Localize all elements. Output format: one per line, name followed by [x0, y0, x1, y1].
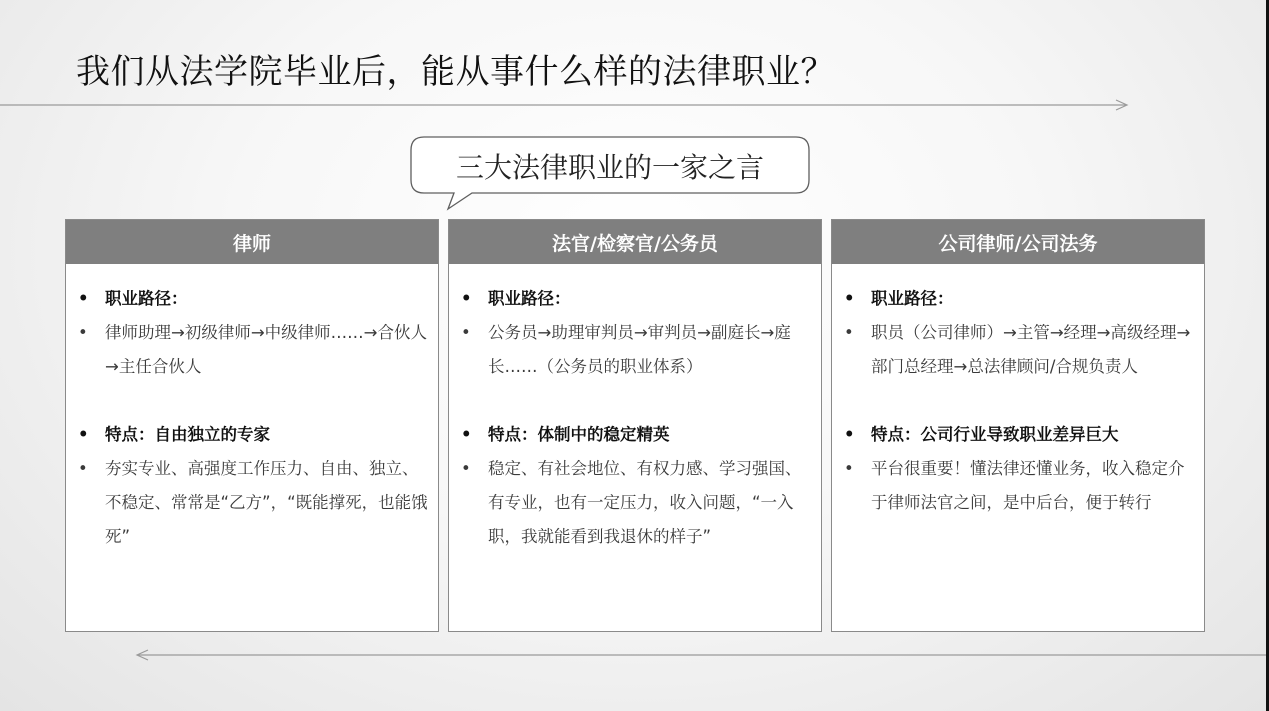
- callout-text: 三大法律职业的一家之言: [455, 151, 764, 184]
- bullet-dot: •: [461, 289, 472, 308]
- bullet-dot: •: [78, 289, 89, 308]
- feature-heading: 特点：体制中的稳定精英: [488, 425, 670, 444]
- bullet-item: [844, 452, 1194, 520]
- spacer: [461, 384, 811, 418]
- bullet-item: [461, 452, 811, 554]
- card-header: 律师: [66, 220, 438, 264]
- feature-text: 稳定、有社会地位、有权力感、学习强国、有专业，也有一定压力，收入问题，“一入职，我就能看到我退休的样子”: [488, 459, 802, 546]
- feature-heading: 特点：自由独立的专家: [105, 425, 270, 444]
- bullet-item: [844, 418, 1194, 452]
- card-body: [66, 264, 438, 554]
- card-body: [832, 264, 1204, 520]
- bottom-arrow-icon: [130, 646, 1266, 666]
- bullet-item: [78, 316, 428, 384]
- card-corporate-counsel: [831, 219, 1205, 632]
- bullet-item: [461, 316, 811, 384]
- bullet-dot: •: [78, 459, 88, 478]
- card-lawyer: [65, 219, 439, 632]
- bullet-item: [78, 452, 428, 554]
- card-judge-prosecutor: [448, 219, 822, 632]
- bullet-dot: •: [844, 425, 855, 444]
- path-text: 职员（公司律师）→主管→经理→高级经理→部门总经理→总法律顾问/合规负责人: [871, 323, 1191, 376]
- bullet-dot: •: [461, 425, 472, 444]
- bullet-item: [78, 418, 428, 452]
- callout-bubble: [410, 136, 810, 212]
- top-arrow-icon: [0, 96, 1140, 116]
- bullet-item: [844, 282, 1194, 316]
- path-text: 律师助理→初级律师→中级律师……→合伙人→主任合伙人: [105, 323, 427, 376]
- card-body: [449, 264, 821, 554]
- feature-text: 平台很重要！懂法律还懂业务，收入稳定介于律师法官之间，是中后台，便于转行: [871, 459, 1185, 512]
- bullet-dot: •: [461, 323, 471, 342]
- path-heading: 职业路径：: [488, 289, 571, 308]
- bullet-dot: •: [78, 425, 89, 444]
- spacer: [844, 384, 1194, 418]
- bullet-dot: •: [461, 459, 471, 478]
- bullet-item: [844, 316, 1194, 384]
- slide-title: 我们从法学院毕业后，能从事什么样的法律职业？: [76, 52, 835, 92]
- bullet-dot: •: [78, 323, 88, 342]
- path-text: 公务员→助理审判员→审判员→副庭长→庭长……（公务员的职业体系）: [488, 323, 791, 376]
- path-heading: 职业路径：: [105, 289, 188, 308]
- bullet-dot: •: [844, 289, 855, 308]
- bullet-dot: •: [844, 323, 854, 342]
- feature-heading: 特点：公司行业导致职业差异巨大: [871, 425, 1119, 444]
- bullet-item: [78, 282, 428, 316]
- path-heading: 职业路径：: [871, 289, 954, 308]
- bullet-item: [461, 418, 811, 452]
- bullet-item: [461, 282, 811, 316]
- feature-text: 夯实专业、高强度工作压力、自由、独立、不稳定、常常是“乙方”，“既能撑死，也能饿死”: [105, 459, 428, 546]
- bullet-dot: •: [844, 459, 854, 478]
- card-header: 法官/检察官/公务员: [449, 220, 821, 264]
- card-header: 公司律师/公司法务: [832, 220, 1204, 264]
- spacer: [78, 384, 428, 418]
